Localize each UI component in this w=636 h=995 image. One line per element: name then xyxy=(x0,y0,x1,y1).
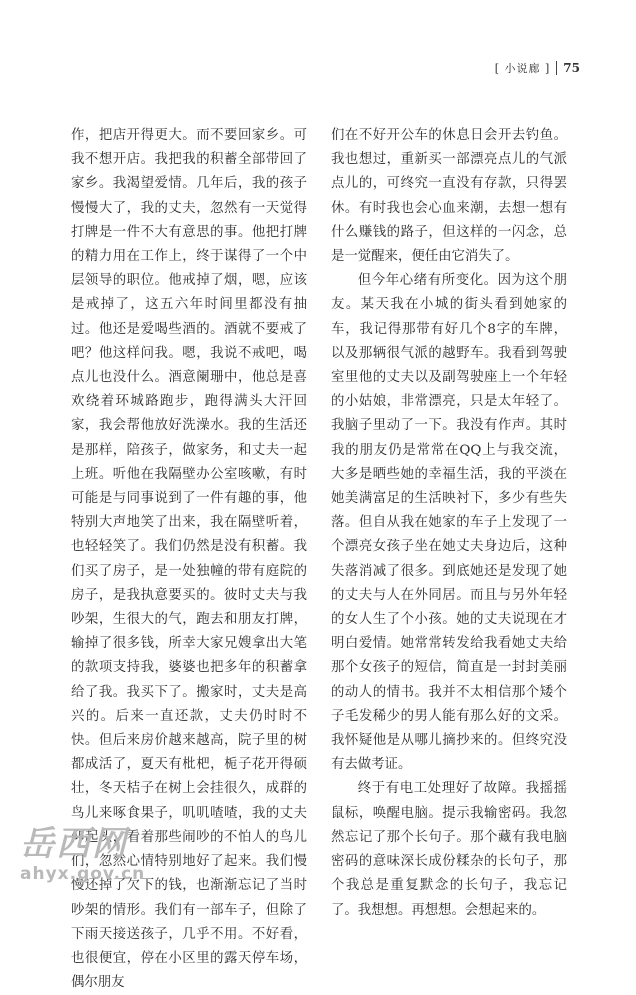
page-number: 75 xyxy=(563,61,580,75)
watermark-logo: 岳西网 xyxy=(20,824,128,864)
header-divider xyxy=(556,61,557,75)
watermark-url: ahyx.gov.cn xyxy=(20,864,146,884)
paragraph: 但今年心绪有所变化。因为这个朋友。某天我在小城的街头看到她家的车，我记得那带有好几个8字的车牌，以及那辆很气派的越野车。我看到驾驶室里他的丈夫以及副驾驶座上一个年轻的小姑娘，非常漂亮，只是太年轻了。我脑子里动了一下。我没有作声。其时我的朋友仍是常常在QQ上与我交流，大多是晒些她的幸福生活，我的平淡在她美满富足的生活映衬下，多少有些失落。但自从我在她家的车子上发现了一个漂亮女孩子坐在她丈夫身边后，这种失落消减了很多。到底她还是发现了她的丈夫与人在外同居。而且与另外年轻的女人生了个小孩。她的丈夫说现在才明白爱情。她常常转发给我看她丈夫给那个女孩子的短信，简直是一封封美丽的动人的情书。我并不太相信那个矮个子毛发稀少的男人能有那么好的文采。我怀疑他是从哪儿摘抄来的。但终究没有去做考证。 xyxy=(331,273,567,773)
right-text-column xyxy=(331,124,567,923)
paragraph: 作，把店开得更大。而不要回家乡。可我不想开店。我把我的积蓄全部带回了家乡。我渴望爱情。几年后，我的孩子慢慢大了，我的丈夫，忽然有一天觉得打牌是一件不大有意思的事。他把打牌的精力用在工作上，终于谋得了一个中层领导的职位。他戒掉了烟，嗯，应该是戒掉了，这五六年时间里都没有抽过。他还是爱喝些酒的。酒就不要戒了吧？他这样问我。嗯，我说不戒吧，喝点儿也没什么。酒意阑珊中，他总是喜欢绕着环城路跑步，跑得满头大汗回家，我会帮他放好洗澡水。我的生活还是那样，陪孩子，做家务，和丈夫一起上班。听他在我隔壁办公室咳嗽，有时可能是与同事说到了一件有趣的事，他特别大声地笑了出来，我在隔壁听着，也轻轻笑了。我们仍然是没有积蓄。我们买了房子，是一处独幢的带有庭院的房子，是我执意要买的。彼时丈夫与我吵架，生很大的气，跑去和朋友打牌，输掉了很多钱，所幸大家兄嫂拿出大笔的款项支持我，婆婆也把多年的积蓄拿给了我。我买下了。搬家时，丈夫是高兴的。后来一直还款，丈夫仍时时不快。但后来房价越来越高，院子里的树都成活了，夏天有枇杷，栀子花开得硕壮，冬天桔子在树上会挂很久，成群的鸟儿来啄食果子，叽叽喳喳，我的丈夫仰起头，看着那些闹吵的不怕人的鸟儿们，忽然心情特别地好了起来。我们慢慢还掉了欠下的钱，也渐渐忘记了当时吵架的情形。我们有一部车子，但除了下雨天接送孩子，几乎不用。不好看，也很便宜，停在小区里的露天停车场，偶尔朋友 xyxy=(71,128,307,991)
paragraph: 终于有电工处理好了故障。我摇摇鼠标，唤醒电脑。提示我输密码。我忽然忘记了那个长句子。那个藏有我电脑密码的意味深长成份糅杂的长句子，那个我总是重复默念的长句子，我忘记了。我想想。再想想。会想起来的。 xyxy=(331,781,567,918)
paragraph: 们在不好开公车的休息日会开去钓鱼。我也想过，重新买一部漂亮点儿的气派点儿的，可终究一直没有存款，只得罢休。有时我也会心血来潮，去想一想有什么赚钱的路子，但这样的一闪念，总是一觉醒来，便任由它消失了。 xyxy=(331,128,567,265)
section-label: [ 小说廊 ] xyxy=(494,62,551,75)
site-watermark xyxy=(20,826,145,884)
running-header xyxy=(495,60,580,76)
